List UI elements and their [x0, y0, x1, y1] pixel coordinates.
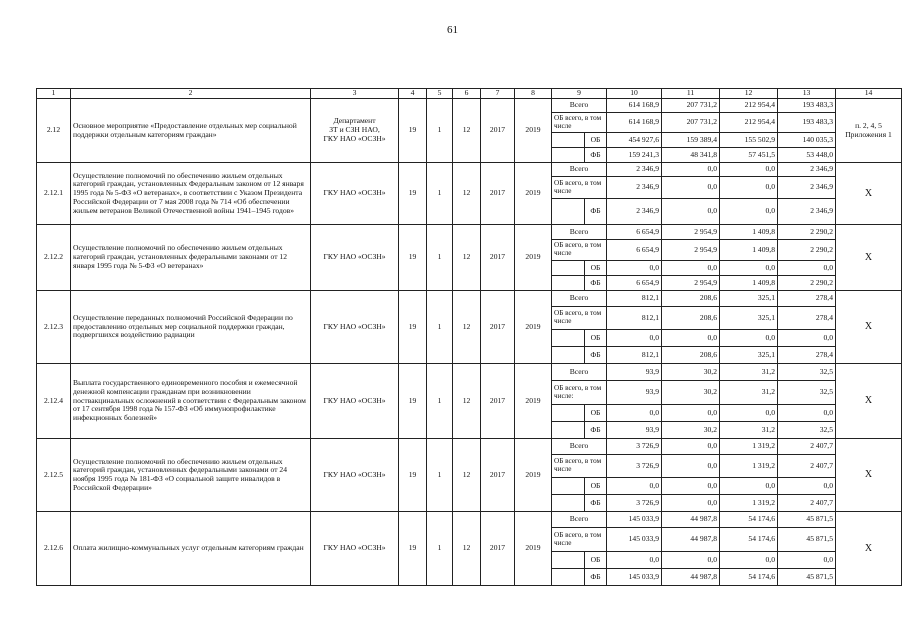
amount-col-10: 2 346,9 — [607, 199, 662, 225]
amount-col-11: 44 987,8 — [662, 528, 720, 552]
finance-indent — [552, 133, 585, 148]
item-title: Основное мероприятие «Предоставление отдельных мер социальной поддержки отдельным категориям граждан» — [71, 99, 311, 163]
finance-subtotal-label: ОБ всего, в том числе — [552, 307, 607, 330]
amount-col-10: 454 927,6 — [607, 133, 662, 148]
finance-source-label: ОБ — [585, 478, 607, 495]
finance-source-label: ФБ — [585, 422, 607, 439]
col-5-value: 1 — [427, 291, 453, 364]
amount-col-10: 0,0 — [607, 405, 662, 422]
header-col-6: 6 — [453, 89, 481, 99]
amount-col-10: 6 654,9 — [607, 225, 662, 240]
table-body — [37, 99, 902, 586]
table-row — [37, 163, 902, 177]
amount-col-13: 32,5 — [778, 364, 836, 381]
amount-col-13: 2 290,2 — [778, 225, 836, 240]
amount-col-11: 0,0 — [662, 177, 720, 199]
item-code: 2.12.5 — [37, 439, 71, 512]
amount-col-13: 45 871,5 — [778, 512, 836, 528]
col-4-value: 19 — [399, 99, 427, 163]
amount-col-12: 325,1 — [720, 347, 778, 364]
table-row — [37, 364, 902, 381]
col-4-value: 19 — [399, 225, 427, 291]
header-col-11: 11 — [662, 89, 720, 99]
responsible-executor — [311, 364, 399, 439]
amount-col-12: 212 954,4 — [720, 113, 778, 133]
amount-col-11: 208,6 — [662, 291, 720, 307]
col-4-value: 19 — [399, 163, 427, 225]
amount-col-13: 193 483,3 — [778, 99, 836, 113]
header-col-7: 7 — [481, 89, 515, 99]
amount-col-12: 1 319,2 — [720, 439, 778, 455]
amount-col-11: 0,0 — [662, 199, 720, 225]
header-col-10: 10 — [607, 89, 662, 99]
finance-total-label: Всего — [552, 364, 607, 381]
amount-col-11: 2 954,9 — [662, 240, 720, 261]
finance-indent — [552, 199, 585, 225]
amount-col-10: 6 654,9 — [607, 240, 662, 261]
amount-col-12: 155 502,9 — [720, 133, 778, 148]
finance-total-label: Всего — [552, 512, 607, 528]
amount-col-11: 0,0 — [662, 552, 720, 569]
table-row — [37, 512, 902, 528]
amount-col-11: 208,6 — [662, 307, 720, 330]
amount-col-11: 30,2 — [662, 381, 720, 405]
finance-source-label: ФБ — [585, 199, 607, 225]
finance-source-label: ФБ — [585, 347, 607, 364]
item-title: Осуществление полномочий по обеспечению жильем отдельных категорий граждан, установленных Федеральным законом от 12 января 1995 года № 5-ФЗ «О ветеранах», в соответствии с Указом Президента Российской Федерации от 7 мая 2008 года № 714 «Об обеспечении жильем ветеранов Великой Отечественной войны 1941–1945 годов» — [71, 163, 311, 225]
amount-col-13: 45 871,5 — [778, 569, 836, 586]
end-year: 2019 — [515, 291, 552, 364]
responsible-executor — [311, 163, 399, 225]
finance-total-label: Всего — [552, 439, 607, 455]
finance-source-label: ОБ — [585, 330, 607, 347]
header-col-5: 5 — [427, 89, 453, 99]
finance-total-label: Всего — [552, 291, 607, 307]
finance-subtotal-label: ОБ всего, в том числе: — [552, 381, 607, 405]
amount-col-11: 207 731,2 — [662, 99, 720, 113]
finance-subtotal-label: ОБ всего, в том числе — [552, 528, 607, 552]
amount-col-12: 31,2 — [720, 381, 778, 405]
item-title: Осуществление полномочий по обеспечению жильем отдельных категорий граждан, установленных федеральными законами от 12 января 1995 года № 5-ФЗ «О ветеранах» — [71, 225, 311, 291]
finance-source-label: ФБ — [585, 495, 607, 512]
amount-col-10: 812,1 — [607, 347, 662, 364]
amount-col-11: 207 731,2 — [662, 113, 720, 133]
header-col-9: 9 — [552, 89, 607, 99]
finance-subtotal-label: ОБ всего, в том числе — [552, 113, 607, 133]
note-line: Х — [864, 187, 873, 199]
column-number-row — [37, 89, 902, 99]
amount-col-11: 0,0 — [662, 439, 720, 455]
page-number: 61 — [447, 24, 458, 36]
finance-total-label: Всего — [552, 225, 607, 240]
amount-col-12: 0,0 — [720, 552, 778, 569]
amount-col-11: 0,0 — [662, 405, 720, 422]
executor-line: ГКУ НАО «ОСЗН» — [323, 543, 386, 553]
executor-line: ГКУ НАО «ОСЗН» — [323, 395, 386, 405]
amount-col-12: 0,0 — [720, 478, 778, 495]
amount-col-12: 1 409,8 — [720, 240, 778, 261]
amount-col-10: 3 726,9 — [607, 439, 662, 455]
amount-col-13: 2 407,7 — [778, 495, 836, 512]
item-title: Осуществление переданных полномочий Российской Федерации по предоставлению отдельных мер социальной поддержки граждан, подвергшихся воздействию радиации — [71, 291, 311, 364]
amount-col-10: 614 168,9 — [607, 113, 662, 133]
table-row — [37, 99, 902, 113]
header-col-14: 14 — [836, 89, 902, 99]
amount-col-12: 325,1 — [720, 291, 778, 307]
start-year: 2017 — [481, 291, 515, 364]
item-title: Оплата жилищно-коммунальных услуг отдельным категориям граждан — [71, 512, 311, 586]
header-col-2: 2 — [71, 89, 311, 99]
col-5-value: 1 — [427, 439, 453, 512]
amount-col-12: 1 319,2 — [720, 495, 778, 512]
amount-col-11: 30,2 — [662, 422, 720, 439]
table-row — [37, 225, 902, 240]
note-cell — [836, 439, 902, 512]
program-measures-table — [36, 88, 902, 586]
note-line: Х — [864, 251, 873, 263]
col-6-value: 12 — [453, 99, 481, 163]
amount-col-13: 0,0 — [778, 478, 836, 495]
amount-col-12: 0,0 — [720, 261, 778, 276]
note-line: Х — [864, 542, 873, 554]
amount-col-12: 31,2 — [720, 364, 778, 381]
end-year: 2019 — [515, 163, 552, 225]
amount-col-11: 2 954,9 — [662, 276, 720, 291]
amount-col-12: 1 409,8 — [720, 276, 778, 291]
responsible-executor — [311, 291, 399, 364]
header-col-12: 12 — [720, 89, 778, 99]
col-4-value: 19 — [399, 439, 427, 512]
item-title: Осуществление полномочий по обеспечению жильем отдельных категорий граждан, установленных федеральными законами от 24 ноября 1995 года № 181-ФЗ «О социальной защите инвалидов в Российской Федерации» — [71, 439, 311, 512]
responsible-executor — [311, 439, 399, 512]
item-code: 2.12.4 — [37, 364, 71, 439]
finance-source-label: ОБ — [585, 261, 607, 276]
amount-col-11: 0,0 — [662, 261, 720, 276]
note-line: Х — [864, 395, 873, 407]
end-year: 2019 — [515, 364, 552, 439]
finance-source-label: ФБ — [585, 569, 607, 586]
start-year: 2017 — [481, 439, 515, 512]
amount-col-11: 44 987,8 — [662, 569, 720, 586]
amount-col-11: 0,0 — [662, 478, 720, 495]
col-5-value: 1 — [427, 163, 453, 225]
finance-indent — [552, 330, 585, 347]
responsible-executor — [311, 512, 399, 586]
finance-indent — [552, 261, 585, 276]
finance-indent — [552, 405, 585, 422]
amount-col-12: 57 451,5 — [720, 148, 778, 163]
amount-col-13: 32,5 — [778, 381, 836, 405]
header-col-4: 4 — [399, 89, 427, 99]
col-5-value: 1 — [427, 99, 453, 163]
amount-col-10: 0,0 — [607, 552, 662, 569]
executor-line: ГКУ НАО «ОСЗН» — [323, 188, 386, 198]
amount-col-10: 2 346,9 — [607, 177, 662, 199]
amount-col-12: 0,0 — [720, 330, 778, 347]
amount-col-13: 32,5 — [778, 422, 836, 439]
executor-line: ГКУ НАО «ОСЗН» — [323, 133, 386, 143]
col-5-value: 1 — [427, 225, 453, 291]
amount-col-13: 2 346,9 — [778, 163, 836, 177]
col-4-value: 19 — [399, 364, 427, 439]
amount-col-12: 0,0 — [720, 405, 778, 422]
start-year: 2017 — [481, 364, 515, 439]
note-cell — [836, 291, 902, 364]
table-row — [37, 439, 902, 455]
amount-col-13: 278,4 — [778, 307, 836, 330]
amount-col-10: 0,0 — [607, 261, 662, 276]
item-code: 2.12.1 — [37, 163, 71, 225]
end-year: 2019 — [515, 225, 552, 291]
header-col-13: 13 — [778, 89, 836, 99]
finance-subtotal-label: ОБ всего, в том числе — [552, 240, 607, 261]
responsible-executor — [311, 225, 399, 291]
col-6-value: 12 — [453, 225, 481, 291]
amount-col-10: 812,1 — [607, 307, 662, 330]
finance-subtotal-label: ОБ всего, в том числе — [552, 455, 607, 478]
header-col-3: 3 — [311, 89, 399, 99]
start-year: 2017 — [481, 512, 515, 586]
amount-col-12: 212 954,4 — [720, 99, 778, 113]
note-cell — [836, 163, 902, 225]
start-year: 2017 — [481, 163, 515, 225]
amount-col-12: 0,0 — [720, 163, 778, 177]
executor-line: ЗТ и СЗН НАО, — [329, 125, 380, 135]
start-year: 2017 — [481, 99, 515, 163]
col-6-value: 12 — [453, 364, 481, 439]
finance-source-label: ФБ — [585, 276, 607, 291]
amount-col-12: 31,2 — [720, 422, 778, 439]
note-line: Х — [864, 469, 873, 481]
amount-col-11: 2 954,9 — [662, 225, 720, 240]
amount-col-13: 2 346,9 — [778, 199, 836, 225]
finance-indent — [552, 422, 585, 439]
item-code: 2.12.6 — [37, 512, 71, 586]
finance-indent — [552, 495, 585, 512]
amount-col-10: 0,0 — [607, 478, 662, 495]
col-5-value: 1 — [427, 512, 453, 586]
amount-col-11: 0,0 — [662, 455, 720, 478]
finance-indent — [552, 569, 585, 586]
amount-col-10: 159 241,3 — [607, 148, 662, 163]
finance-total-label: Всего — [552, 163, 607, 177]
amount-col-10: 0,0 — [607, 330, 662, 347]
amount-col-10: 145 033,9 — [607, 569, 662, 586]
amount-col-13: 278,4 — [778, 347, 836, 364]
finance-source-label: ОБ — [585, 405, 607, 422]
item-code: 2.12.3 — [37, 291, 71, 364]
amount-col-10: 6 654,9 — [607, 276, 662, 291]
amount-col-12: 1 319,2 — [720, 455, 778, 478]
finance-indent — [552, 478, 585, 495]
finance-indent — [552, 276, 585, 291]
amount-col-13: 0,0 — [778, 261, 836, 276]
item-code: 2.12.2 — [37, 225, 71, 291]
end-year: 2019 — [515, 439, 552, 512]
amount-col-10: 3 726,9 — [607, 455, 662, 478]
col-4-value: 19 — [399, 512, 427, 586]
amount-col-11: 0,0 — [662, 495, 720, 512]
executor-line: ГКУ НАО «ОСЗН» — [323, 252, 386, 262]
amount-col-10: 614 168,9 — [607, 99, 662, 113]
finance-total-label: Всего — [552, 99, 607, 113]
amount-col-10: 145 033,9 — [607, 512, 662, 528]
start-year: 2017 — [481, 225, 515, 291]
amount-col-12: 54 174,6 — [720, 512, 778, 528]
responsible-executor — [311, 99, 399, 163]
item-code: 2.12 — [37, 99, 71, 163]
amount-col-10: 3 726,9 — [607, 495, 662, 512]
col-6-value: 12 — [453, 439, 481, 512]
amount-col-11: 0,0 — [662, 163, 720, 177]
amount-col-12: 325,1 — [720, 307, 778, 330]
note-line: Приложения 1 — [845, 129, 892, 139]
note-line: п. 2, 4, 5 — [855, 120, 882, 130]
finance-indent — [552, 552, 585, 569]
amount-col-12: 0,0 — [720, 199, 778, 225]
item-title: Выплата государственного единовременного пособия и ежемесячной денежной компенсации гражданам при возникновении поствакцинальных осложнений в соответствии с Федеральным законом от 17 сентября 1998 года № 157-ФЗ «Об иммунопрофилактике инфекционных болезней» — [71, 364, 311, 439]
amount-col-10: 93,9 — [607, 364, 662, 381]
executor-line: ГКУ НАО «ОСЗН» — [323, 321, 386, 331]
amount-col-13: 45 871,5 — [778, 528, 836, 552]
amount-col-13: 2 407,7 — [778, 439, 836, 455]
amount-col-13: 193 483,3 — [778, 113, 836, 133]
finance-subtotal-label: ОБ всего, в том числе — [552, 177, 607, 199]
amount-col-13: 278,4 — [778, 291, 836, 307]
amount-col-12: 54 174,6 — [720, 569, 778, 586]
finance-source-label: ОБ — [585, 552, 607, 569]
amount-col-13: 0,0 — [778, 405, 836, 422]
col-6-value: 12 — [453, 512, 481, 586]
amount-col-11: 30,2 — [662, 364, 720, 381]
amount-col-11: 44 987,8 — [662, 512, 720, 528]
header-col-8: 8 — [515, 89, 552, 99]
amount-col-11: 0,0 — [662, 330, 720, 347]
amount-col-13: 2 290,2 — [778, 276, 836, 291]
executor-line: ГКУ НАО «ОСЗН» — [323, 469, 386, 479]
amount-col-13: 140 035,3 — [778, 133, 836, 148]
amount-col-13: 53 448,0 — [778, 148, 836, 163]
amount-col-10: 93,9 — [607, 422, 662, 439]
col-5-value: 1 — [427, 364, 453, 439]
col-6-value: 12 — [453, 291, 481, 364]
table-row — [37, 291, 902, 307]
col-4-value: 19 — [399, 291, 427, 364]
amount-col-13: 2 407,7 — [778, 455, 836, 478]
note-cell — [836, 225, 902, 291]
col-6-value: 12 — [453, 163, 481, 225]
finance-indent — [552, 148, 585, 163]
amount-col-10: 93,9 — [607, 381, 662, 405]
amount-col-11: 159 389,4 — [662, 133, 720, 148]
note-cell — [836, 99, 902, 163]
amount-col-12: 54 174,6 — [720, 528, 778, 552]
amount-col-13: 2 346,9 — [778, 177, 836, 199]
executor-line: Департамент — [333, 116, 376, 126]
amount-col-12: 0,0 — [720, 177, 778, 199]
amount-col-13: 0,0 — [778, 552, 836, 569]
end-year: 2019 — [515, 99, 552, 163]
amount-col-13: 0,0 — [778, 330, 836, 347]
finance-source-label: ОБ — [585, 133, 607, 148]
amount-col-10: 2 346,9 — [607, 163, 662, 177]
amount-col-11: 48 341,8 — [662, 148, 720, 163]
amount-col-10: 812,1 — [607, 291, 662, 307]
note-line: Х — [864, 321, 873, 333]
header-col-1: 1 — [37, 89, 71, 99]
amount-col-11: 208,6 — [662, 347, 720, 364]
finance-indent — [552, 347, 585, 364]
note-cell — [836, 364, 902, 439]
note-cell — [836, 512, 902, 586]
amount-col-12: 1 409,8 — [720, 225, 778, 240]
amount-col-10: 145 033,9 — [607, 528, 662, 552]
finance-source-label: ФБ — [585, 148, 607, 163]
amount-col-13: 2 290,2 — [778, 240, 836, 261]
end-year: 2019 — [515, 512, 552, 586]
